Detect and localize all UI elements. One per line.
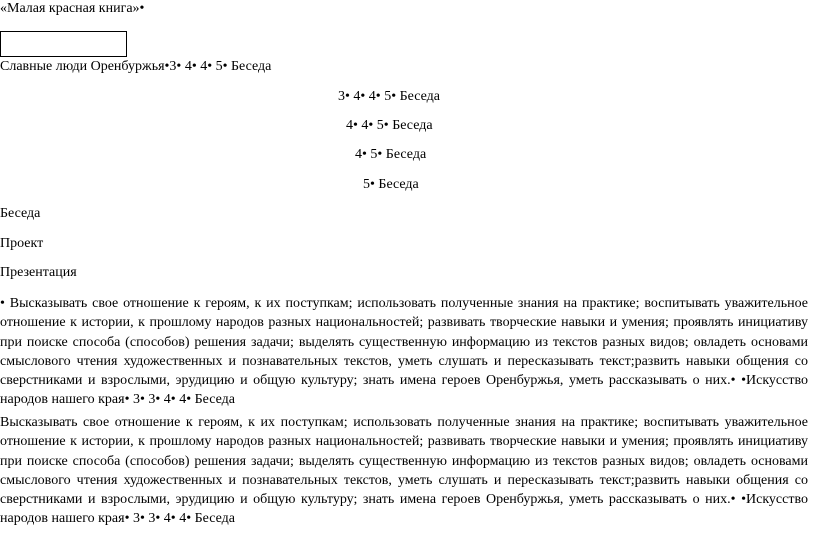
text-field[interactable] bbox=[0, 31, 127, 57]
topic-line-2: 3• 4• 4• 5• Беседа bbox=[338, 89, 440, 104]
topic-line-1: Славные люди Оренбуржья•3• 4• 4• 5• Беседа bbox=[0, 59, 272, 74]
paragraph-1: • Высказывать свое отношение к героям, к их поступкам; использовать полученные знания на практике; воспитывать уважительное отношение к истории, к прошлому народов разных национальностей; развивать творческие навыки и умения; проявлять инициативу при поиске способа (способов) решения задачи; выделять существенную информацию из текстов разных видов; овладеть основами смыслового чтения художественных и познавательных текстов, уметь слушать и пересказывать текст;развить навыки общения со сверстниками и взрослыми, эрудицию и общую культуру; знать имена героев Оренбуржья, уметь рассказывать о них.• •Искусство народов нашего края• 3• 3• 4• 4• Беседа bbox=[0, 296, 808, 408]
activity-presentation: Презентация bbox=[0, 265, 77, 280]
paragraph-2: Высказывать свое отношение к героям, к их поступкам; использовать полученные знания на практике; воспитывать уважительное отношение к истории, к прошлому народов разных национальностей; развивать творческие навыки и умения; проявлять инициативу при поиске способа (способов) решения задачи; выделять существенную информацию из текстов разных видов; овладеть основами смыслового чтения художественных и познавательных текстов, уметь слушать и пересказывать текст;развить навыки общения со сверстниками и взрослыми, эрудицию и общую культуру; знать имена героев Оренбуржья, уметь рассказывать о них.• •Искусство народов нашего края• 3• 3• 4• 4• Беседа bbox=[0, 415, 808, 527]
topic-line-5: 5• Беседа bbox=[363, 177, 419, 192]
document-title: «Малая красная книга»• bbox=[0, 1, 145, 16]
activity-conversation: Беседа bbox=[0, 206, 41, 221]
topic-line-3: 4• 4• 5• Беседа bbox=[346, 118, 433, 133]
activity-project: Проект bbox=[0, 236, 44, 251]
topic-line-4: 4• 5• Беседа bbox=[355, 147, 427, 162]
